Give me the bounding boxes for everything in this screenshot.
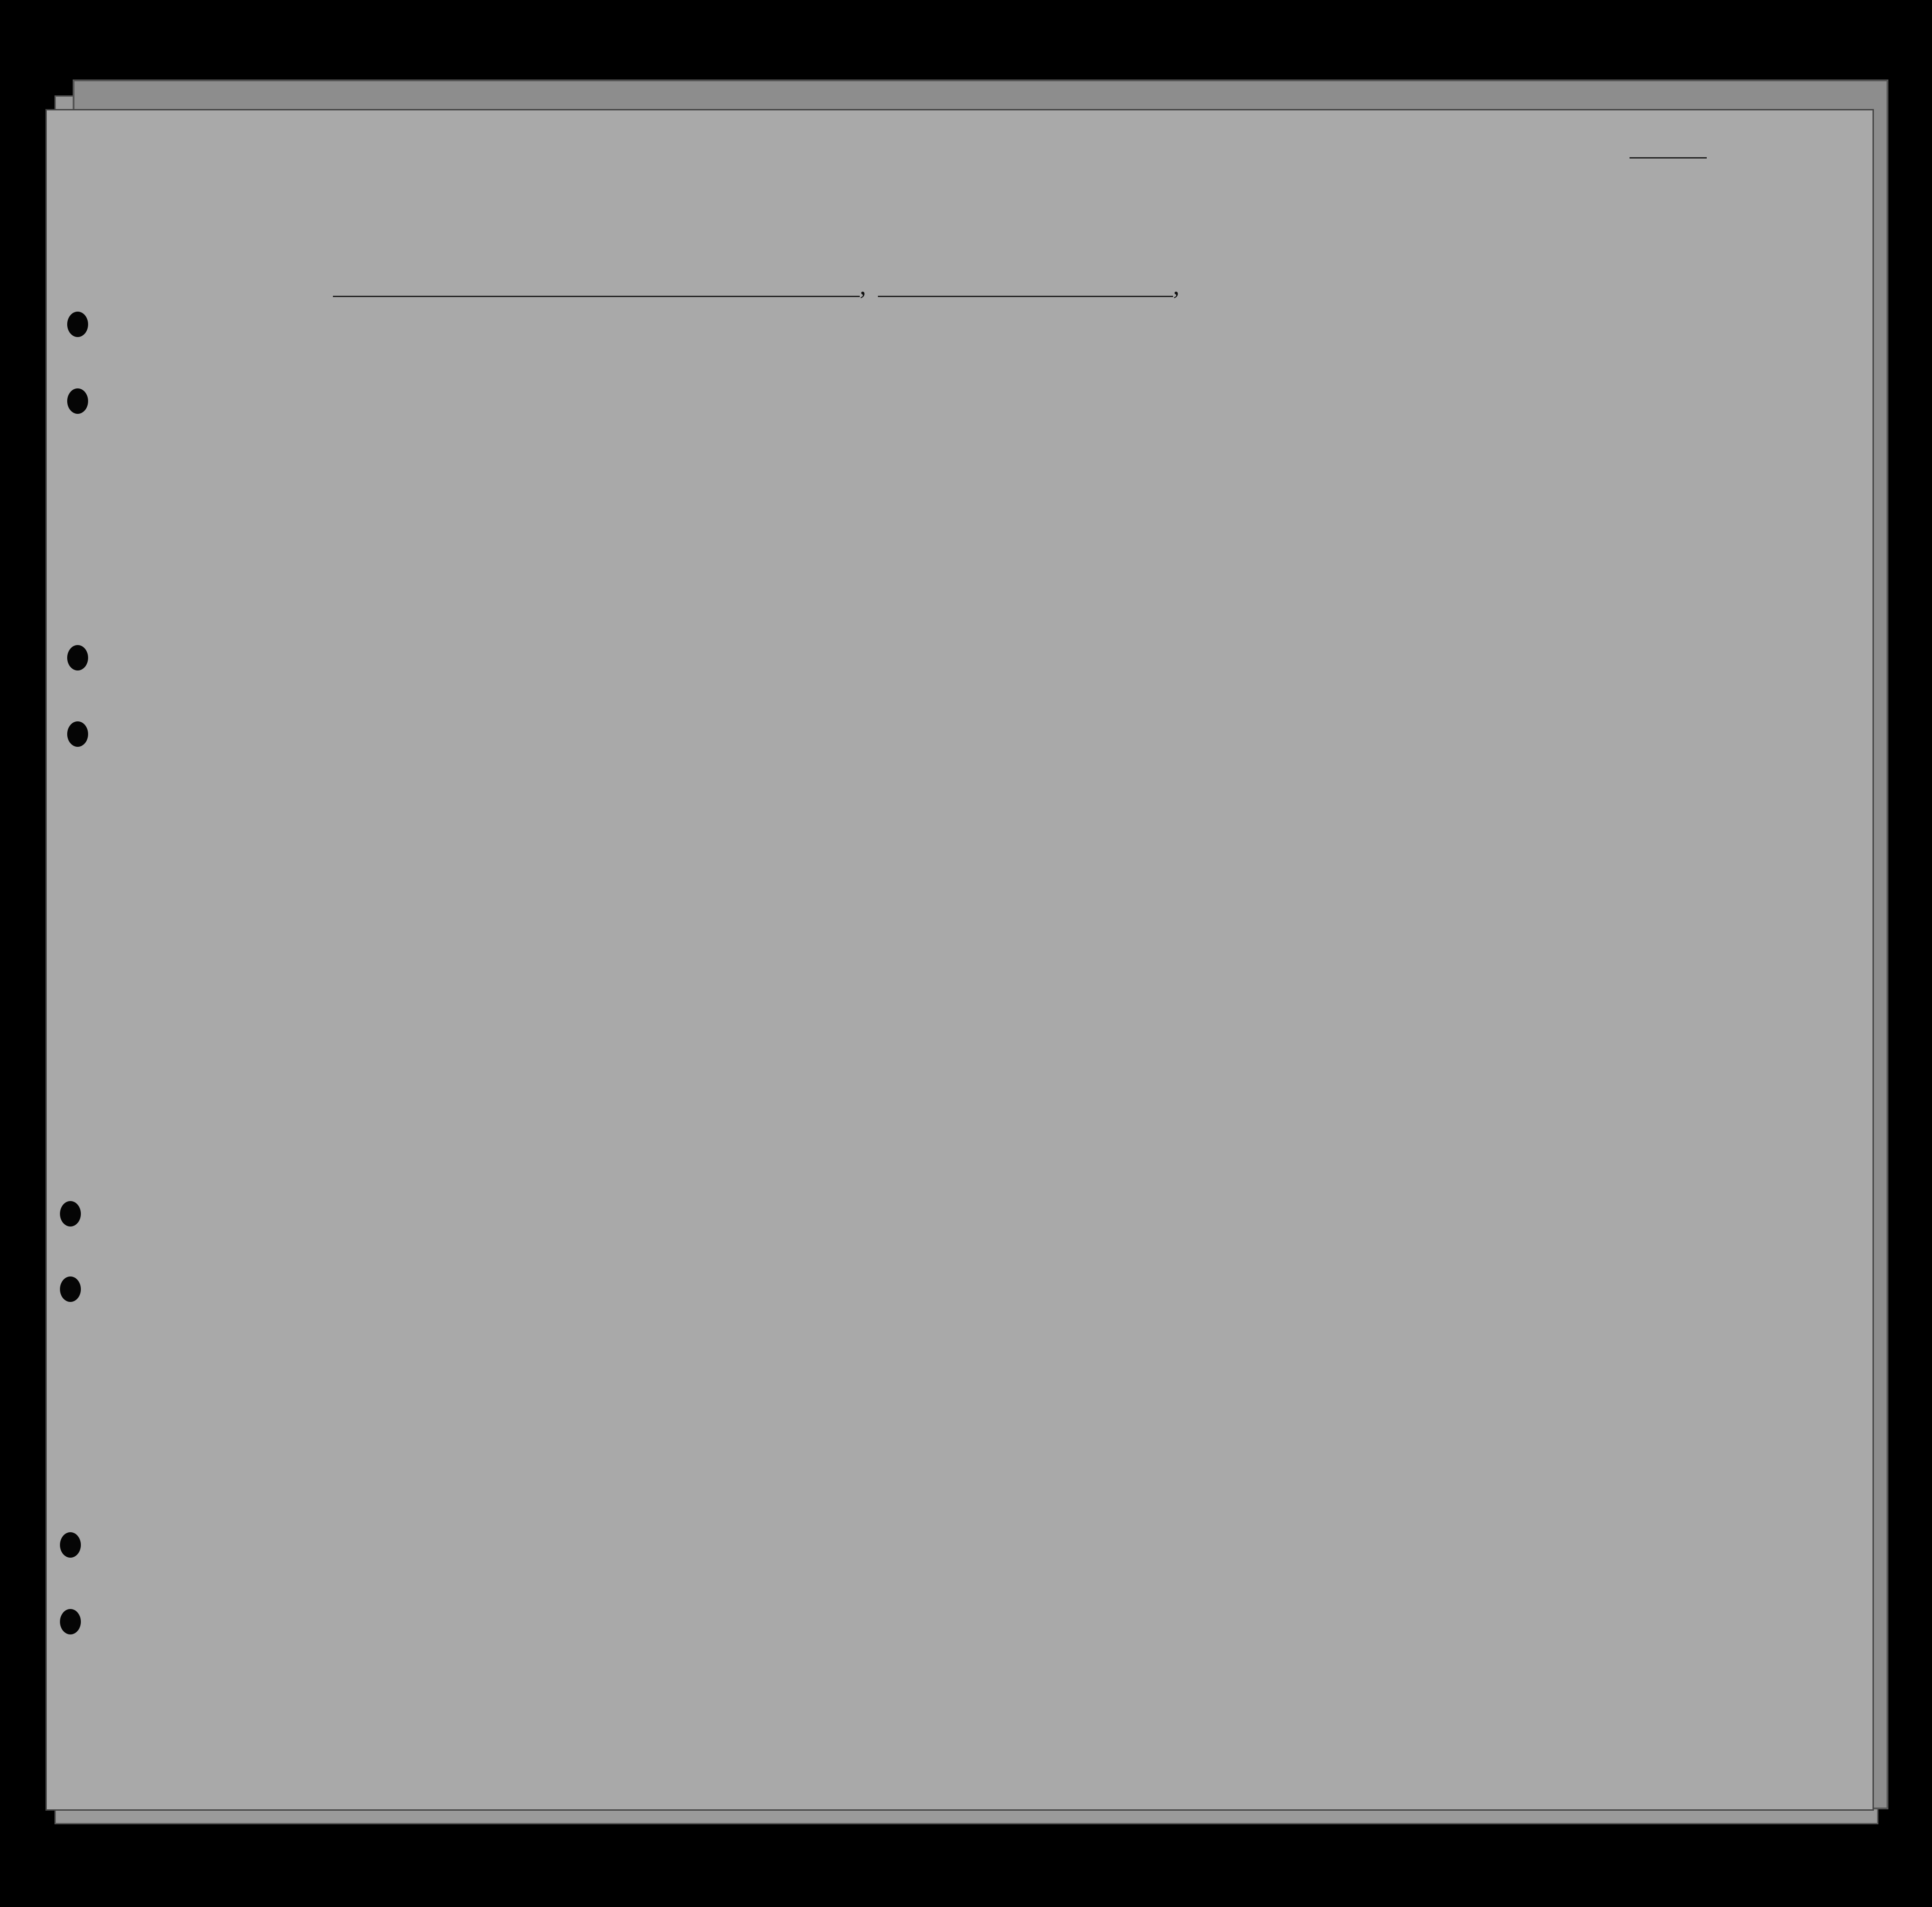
binder-hole: [60, 1201, 81, 1227]
binder-hole: [60, 1532, 81, 1558]
binder-hole: [60, 1609, 81, 1634]
binder-hole: [67, 645, 88, 670]
binder-hole: [67, 312, 88, 337]
binder-hole: [60, 1276, 81, 1302]
manifest-grid: [47, 110, 1873, 1809]
binder-hole: [67, 388, 88, 414]
binder-hole: [67, 721, 88, 747]
manifest-sheet: [45, 109, 1874, 1811]
separator: ,: [860, 272, 866, 300]
separator: ,: [1173, 272, 1179, 300]
